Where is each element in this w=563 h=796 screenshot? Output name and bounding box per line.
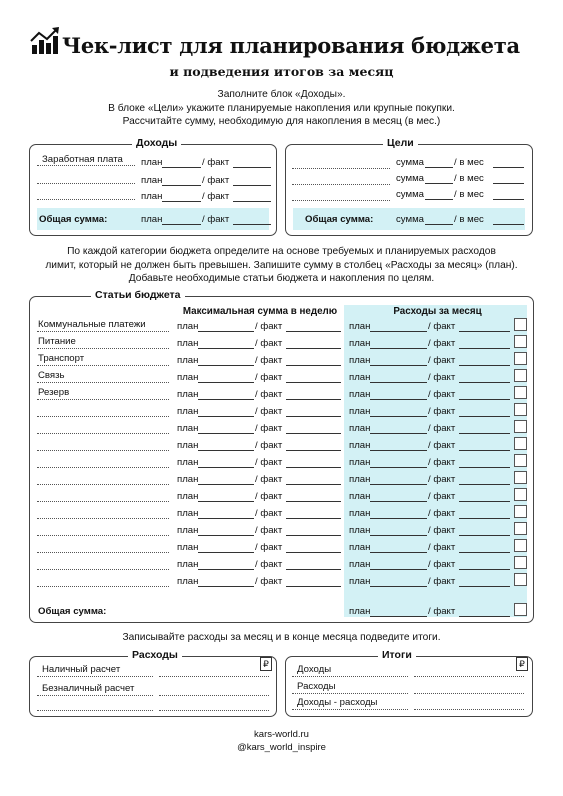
plan-blank[interactable]: [370, 518, 427, 519]
fact-blank[interactable]: [459, 586, 510, 587]
plan-blank[interactable]: [370, 467, 427, 468]
plan-blank[interactable]: [198, 450, 254, 451]
fact-label: / факт: [255, 355, 283, 366]
ruble-icon: ₽: [260, 657, 272, 671]
fact-label: / факт: [428, 389, 456, 400]
row-checkbox[interactable]: [514, 539, 527, 552]
fact-blank[interactable]: [286, 569, 341, 570]
row-checkbox[interactable]: [514, 420, 527, 433]
plan-label: план: [349, 321, 371, 332]
budget-item-label: Резерв: [38, 387, 70, 398]
row-checkbox[interactable]: [514, 488, 527, 501]
plan-label: план: [349, 423, 371, 434]
fact-blank[interactable]: [459, 348, 510, 349]
item-dotted-line: [37, 450, 169, 451]
plan-blank[interactable]: [370, 382, 427, 383]
fact-blank[interactable]: [459, 382, 510, 383]
fact-label: / факт: [428, 508, 456, 519]
fact-label: / факт: [428, 440, 456, 451]
row-checkbox[interactable]: [514, 352, 527, 365]
item-dotted-line: [37, 535, 169, 536]
plan-blank[interactable]: [198, 552, 254, 553]
plan-label: план: [177, 525, 199, 536]
plan-blank[interactable]: [370, 552, 427, 553]
fact-blank[interactable]: [286, 416, 341, 417]
fact-label: / факт: [255, 525, 283, 536]
fact-label: / факт: [255, 372, 283, 383]
plan-blank[interactable]: [370, 331, 427, 332]
intro-text: Заполните блок «Доходы». В блоке «Цели» укажите планируемые накопления или крупные покупки. Рассчитайте сумму, необходимую для накопления в месяц (в мес.): [108, 89, 455, 128]
row-checkbox[interactable]: [514, 505, 527, 518]
fact-label: / факт: [255, 338, 283, 349]
plan-label: план: [349, 542, 371, 553]
fact-blank[interactable]: [459, 535, 510, 536]
fact-label: / факт: [428, 321, 456, 332]
plan-blank[interactable]: [198, 586, 254, 587]
item-dotted-line: [37, 331, 169, 332]
plan-label: план: [349, 406, 371, 417]
fact-blank[interactable]: [286, 535, 341, 536]
plan-label: план: [349, 389, 371, 400]
plan-label: план: [349, 576, 371, 587]
plan-label: план: [349, 491, 371, 502]
plan-blank[interactable]: [370, 450, 427, 451]
plan-label: план: [349, 525, 371, 536]
plan-label: план: [177, 338, 199, 349]
expenses-title: Расходы: [128, 649, 182, 661]
item-dotted-line: [37, 518, 169, 519]
plan-blank[interactable]: [370, 569, 427, 570]
fact-blank[interactable]: [459, 331, 510, 332]
plan-blank[interactable]: [198, 416, 254, 417]
fact-blank[interactable]: [286, 450, 341, 451]
income-title: Доходы: [132, 137, 181, 149]
fact-blank[interactable]: [286, 586, 341, 587]
row-checkbox[interactable]: [514, 403, 527, 416]
fact-blank[interactable]: [286, 484, 341, 485]
plan-blank[interactable]: [370, 501, 427, 502]
plan-label: план: [349, 372, 371, 383]
total-checkbox[interactable]: [514, 603, 527, 616]
fact-label: / факт: [428, 423, 456, 434]
fact-label: / факт: [255, 491, 283, 502]
fact-label: / факт: [428, 338, 456, 349]
fact-blank[interactable]: [459, 365, 510, 366]
plan-blank[interactable]: [198, 484, 254, 485]
row-checkbox[interactable]: [514, 454, 527, 467]
plan-blank[interactable]: [198, 501, 254, 502]
weekly-column-header: Максимальная сумма в неделю: [182, 306, 338, 317]
row-checkbox[interactable]: [514, 471, 527, 484]
plan-label: план: [349, 457, 371, 468]
fact-blank[interactable]: [459, 399, 510, 400]
fact-label: / факт: [255, 508, 283, 519]
goals-title: Цели: [383, 137, 418, 149]
item-dotted-line: [37, 433, 169, 434]
plan-label: план: [177, 559, 199, 570]
fact-label: / факт: [255, 542, 283, 553]
page-title: Чек-лист для планирования бюджета: [62, 33, 520, 58]
chart-logo-icon: [30, 27, 62, 55]
fact-label: / факт: [255, 389, 283, 400]
item-dotted-line: [37, 399, 169, 400]
fact-label: / факт: [255, 423, 283, 434]
footer-handle[interactable]: @kars_world_inspire: [237, 742, 326, 753]
plan-blank[interactable]: [370, 535, 427, 536]
plan-blank[interactable]: [198, 399, 254, 400]
fact-blank[interactable]: [286, 331, 341, 332]
row-checkbox[interactable]: [514, 437, 527, 450]
fact-blank[interactable]: [459, 433, 510, 434]
fact-label: / факт: [255, 559, 283, 570]
monthly-column-header: Расходы за месяц: [393, 306, 482, 317]
item-dotted-line: [37, 416, 169, 417]
fact-blank[interactable]: [459, 484, 510, 485]
item-dotted-line: [37, 569, 169, 570]
plan-label: план: [177, 321, 199, 332]
plan-label: план: [177, 355, 199, 366]
plan-label: план: [177, 372, 199, 383]
plan-blank[interactable]: [198, 382, 254, 383]
plan-label: план: [177, 542, 199, 553]
budget-item-label: Транспорт: [38, 353, 85, 364]
row-checkbox[interactable]: [514, 522, 527, 535]
fact-label: / факт: [428, 457, 456, 468]
plan-label: план: [177, 576, 199, 587]
plan-blank[interactable]: [370, 348, 427, 349]
plan-label: план: [349, 508, 371, 519]
fact-blank[interactable]: [286, 552, 341, 553]
ruble-icon: ₽: [516, 657, 528, 671]
plan-label: план: [177, 423, 199, 434]
row-checkbox[interactable]: [514, 335, 527, 348]
plan-label: план: [177, 457, 199, 468]
plan-blank[interactable]: [198, 518, 254, 519]
plan-label: план: [177, 440, 199, 451]
plan-label: план: [349, 474, 371, 485]
fact-label: / факт: [428, 406, 456, 417]
fact-blank[interactable]: [286, 382, 341, 383]
item-dotted-line: [37, 348, 169, 349]
row-checkbox[interactable]: [514, 369, 527, 382]
fact-blank[interactable]: [459, 569, 510, 570]
item-dotted-line: [37, 501, 169, 502]
plan-label: план: [177, 389, 199, 400]
fact-blank[interactable]: [286, 348, 341, 349]
fact-blank[interactable]: [286, 467, 341, 468]
plan-label: план: [349, 338, 371, 349]
fact-label: / факт: [428, 559, 456, 570]
plan-label: план: [349, 355, 371, 366]
fact-blank[interactable]: [286, 399, 341, 400]
plan-blank[interactable]: [370, 484, 427, 485]
row-checkbox[interactable]: [514, 386, 527, 399]
budget-title: Статьи бюджета: [91, 289, 185, 301]
summary-instructions: Записывайте расходы за месяц и в конце месяца подведите итоги.: [122, 632, 441, 643]
fact-blank[interactable]: [459, 501, 510, 502]
fact-label: / факт: [428, 355, 456, 366]
plan-blank[interactable]: [198, 365, 254, 366]
fact-label: / факт: [428, 542, 456, 553]
fact-label: / факт: [428, 372, 456, 383]
fact-label: / факт: [255, 406, 283, 417]
fact-blank[interactable]: [286, 365, 341, 366]
fact-blank[interactable]: [286, 518, 341, 519]
fact-blank[interactable]: [459, 552, 510, 553]
fact-label: / факт: [255, 474, 283, 485]
fact-label: / факт: [255, 440, 283, 451]
item-dotted-line: [37, 552, 169, 553]
plan-label: план: [177, 474, 199, 485]
budget-item-label: Связь: [38, 370, 65, 381]
fact-blank[interactable]: [459, 416, 510, 417]
fact-blank[interactable]: [459, 467, 510, 468]
plan-label: план: [177, 491, 199, 502]
plan-blank[interactable]: [198, 569, 254, 570]
fact-label: / факт: [428, 491, 456, 502]
plan-label: план: [349, 559, 371, 570]
budget-item-label: Питание: [38, 336, 76, 347]
fact-blank[interactable]: [286, 433, 341, 434]
plan-blank[interactable]: [198, 535, 254, 536]
fact-blank[interactable]: [459, 518, 510, 519]
plan-blank[interactable]: [198, 433, 254, 434]
fact-label: / факт: [255, 321, 283, 332]
fact-label: / факт: [428, 576, 456, 587]
plan-label: план: [349, 440, 371, 451]
plan-blank[interactable]: [370, 416, 427, 417]
item-dotted-line: [37, 586, 169, 587]
row-checkbox[interactable]: [514, 556, 527, 569]
page-subtitle: и подведения итогов за месяц: [169, 64, 394, 79]
fact-label: / факт: [255, 457, 283, 468]
plan-blank[interactable]: [370, 586, 427, 587]
item-dotted-line: [37, 467, 169, 468]
item-dotted-line: [37, 382, 169, 383]
row-checkbox[interactable]: [514, 318, 527, 331]
fact-label: / факт: [255, 576, 283, 587]
row-checkbox[interactable]: [514, 573, 527, 586]
plan-blank[interactable]: [198, 348, 254, 349]
plan-label: план: [177, 508, 199, 519]
plan-blank[interactable]: [370, 365, 427, 366]
fact-label: / факт: [428, 474, 456, 485]
plan-label: план: [177, 406, 199, 417]
item-dotted-line: [37, 484, 169, 485]
fact-blank[interactable]: [286, 501, 341, 502]
footer-site[interactable]: kars-world.ru: [254, 729, 309, 740]
budget-instructions: По каждой категории бюджета определите на основе требуемых и планируемых расходов лимит, который не должен быть превышен. Запишите сумму в столбец «Расходы за месяц» (план). Добавьте необходимые статьи бюджета и накопления по целям.: [45, 246, 518, 285]
item-dotted-line: [37, 365, 169, 366]
fact-label: / факт: [428, 525, 456, 536]
fact-blank[interactable]: [459, 450, 510, 451]
footer: [0, 728, 563, 754]
plan-blank[interactable]: [198, 467, 254, 468]
plan-blank[interactable]: [198, 331, 254, 332]
results-title: Итоги: [378, 649, 416, 661]
plan-blank[interactable]: [370, 399, 427, 400]
plan-blank[interactable]: [370, 433, 427, 434]
budget-item-label: Коммунальные платежи: [38, 319, 146, 330]
